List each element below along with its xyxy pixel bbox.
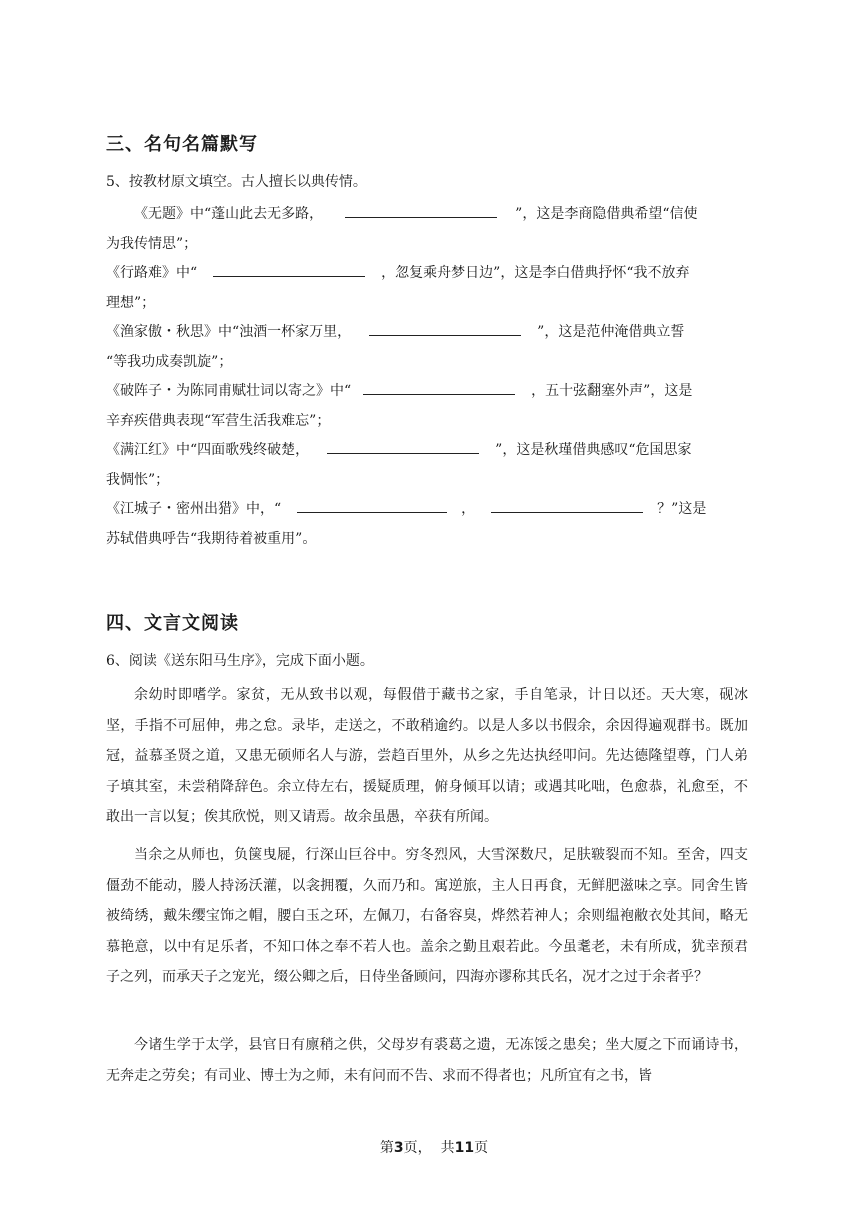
page-total: 11 bbox=[454, 1140, 475, 1156]
fill-item-6-line2: 苏轼借典呼告“我期待着被重用”。 bbox=[106, 530, 317, 547]
footer-text: 页， 共 bbox=[403, 1140, 455, 1156]
answer-blank[interactable] bbox=[369, 319, 521, 336]
fill-item-6-line1 bbox=[106, 495, 766, 525]
fill-item-text: ， bbox=[461, 501, 476, 517]
answer-blank[interactable] bbox=[363, 378, 515, 395]
answer-blank[interactable] bbox=[491, 496, 643, 513]
footer-text: 第 bbox=[379, 1140, 394, 1156]
passage-paragraph-2: 当余之从师也，负箧曳屣，行深山巨谷中。穷冬烈风，大雪深数尺，足肤皲裂而不知。至舍，四支僵劲不能动，媵人持汤沃灌，以衾拥覆，久而乃和。寓逆旅，主人日再食，无鲜肥滋味之享。同舍生皆被绮绣，戴朱缨宝饰之帽，腰白玉之环，左佩刀，右备容臭，烨然若神人；余则缊袍敝衣处其间，略无慕艳意，以中有足乐者，不知口体之奉不若人也。盖余之勤且艰若此。今虽耄老，未有所成，犹幸预君子之列，而承天子之宠光，缀公卿之后，日侍坐备顾问，四海亦谬称其氏名，况才之过于余者乎？ bbox=[106, 847, 748, 985]
fill-item-text: 《无题》中“蓬山此去无多路， bbox=[134, 206, 324, 222]
fill-item-2-line2: 理想”； bbox=[106, 294, 156, 311]
footer-text: 页 bbox=[474, 1140, 489, 1156]
fill-item-text: 《江城子・密州出猎》中，“ bbox=[106, 501, 282, 517]
fill-item-text: 《渔家傲・秋思》中“浊酒一杯家万里， bbox=[106, 324, 352, 340]
fill-item-text: ？”这是 bbox=[657, 501, 707, 517]
passage-paragraph-3: 今诸生学于太学，县官日有廪稍之供，父母岁有裘葛之遗，无冻馁之患矣；坐大厦之下而诵诗书，无奔走之劳矣；有司业、博士为之师，未有问而不告、求而不得者也；凡所宜有之书，皆 bbox=[106, 1037, 748, 1084]
question-5-prompt: 5、按教材原文填空。古人擅长以典传情。 bbox=[106, 174, 367, 190]
fill-item-text: ”，这是秋瑾借典感叹“危国思家 bbox=[495, 442, 692, 458]
fill-item-text: 《行路难》中“ bbox=[106, 265, 198, 281]
fill-item-2-line1 bbox=[106, 259, 766, 289]
fill-item-text: ”，这是范仲淹借典立誓 bbox=[537, 324, 685, 340]
fill-item-text: ，五十弦翻塞外声”，这是 bbox=[531, 383, 693, 399]
fill-item-1-line2: 为我传情思”； bbox=[106, 235, 198, 252]
question-6-prompt: 6、阅读《送东阳马生序》，完成下面小题。 bbox=[106, 653, 374, 669]
fill-item-1-line1 bbox=[106, 200, 766, 230]
fill-item-3-line1 bbox=[106, 318, 766, 348]
answer-blank[interactable] bbox=[327, 437, 479, 454]
answer-blank[interactable] bbox=[213, 260, 365, 277]
fill-item-3-line2: “等我功成奏凯旋”； bbox=[106, 353, 233, 370]
fill-item-text: ”，这是李商隐借典希望“信使 bbox=[515, 206, 698, 222]
fill-item-text: 《满江红》中“四面歌残终破楚， bbox=[106, 442, 310, 458]
fill-in-blank-list bbox=[106, 200, 766, 554]
fill-item-text: ，忽复乘舟梦日边”，这是李白借典抒怀“我不放弃 bbox=[381, 265, 690, 281]
fill-item-5-line2: 我惆怅”； bbox=[106, 471, 170, 488]
fill-item-5-line1 bbox=[106, 436, 766, 466]
answer-blank[interactable] bbox=[345, 201, 497, 218]
section-heading-3: 三、名句名篇默写 bbox=[106, 134, 258, 155]
fill-item-4-line2: 辛弃疾借典表现“军营生活我难忘”； bbox=[106, 412, 331, 429]
passage-paragraph-1: 余幼时即嗜学。家贫，无从致书以观，每假借于藏书之家，手自笔录，计日以还。天大寒，砚冰坚，手指不可屈伸，弗之怠。录毕，走送之，不敢稍逾约。以是人多以书假余，余因得遍观群书。既加冠，益慕圣贤之道，又患无硕师名人与游，尝趋百里外，从乡之先达执经叩问。先达德隆望尊，门人弟子填其室，未尝稍降辞色。余立侍左右，援疑质理，俯身倾耳以请；或遇其叱咄，色愈恭，礼愈至，不敢出一言以复；俟其欣悦，则又请焉。故余虽愚，卒获有所闻。 bbox=[106, 687, 748, 825]
section-heading-4: 四、文言文阅读 bbox=[106, 613, 239, 634]
fill-item-text: 《破阵子・为陈同甫赋壮词以寄之》中“ bbox=[106, 383, 352, 399]
fill-item-4-line1 bbox=[106, 377, 766, 407]
answer-blank[interactable] bbox=[297, 496, 447, 513]
page-footer bbox=[0, 1137, 868, 1157]
page-number: 3 bbox=[393, 1140, 404, 1156]
